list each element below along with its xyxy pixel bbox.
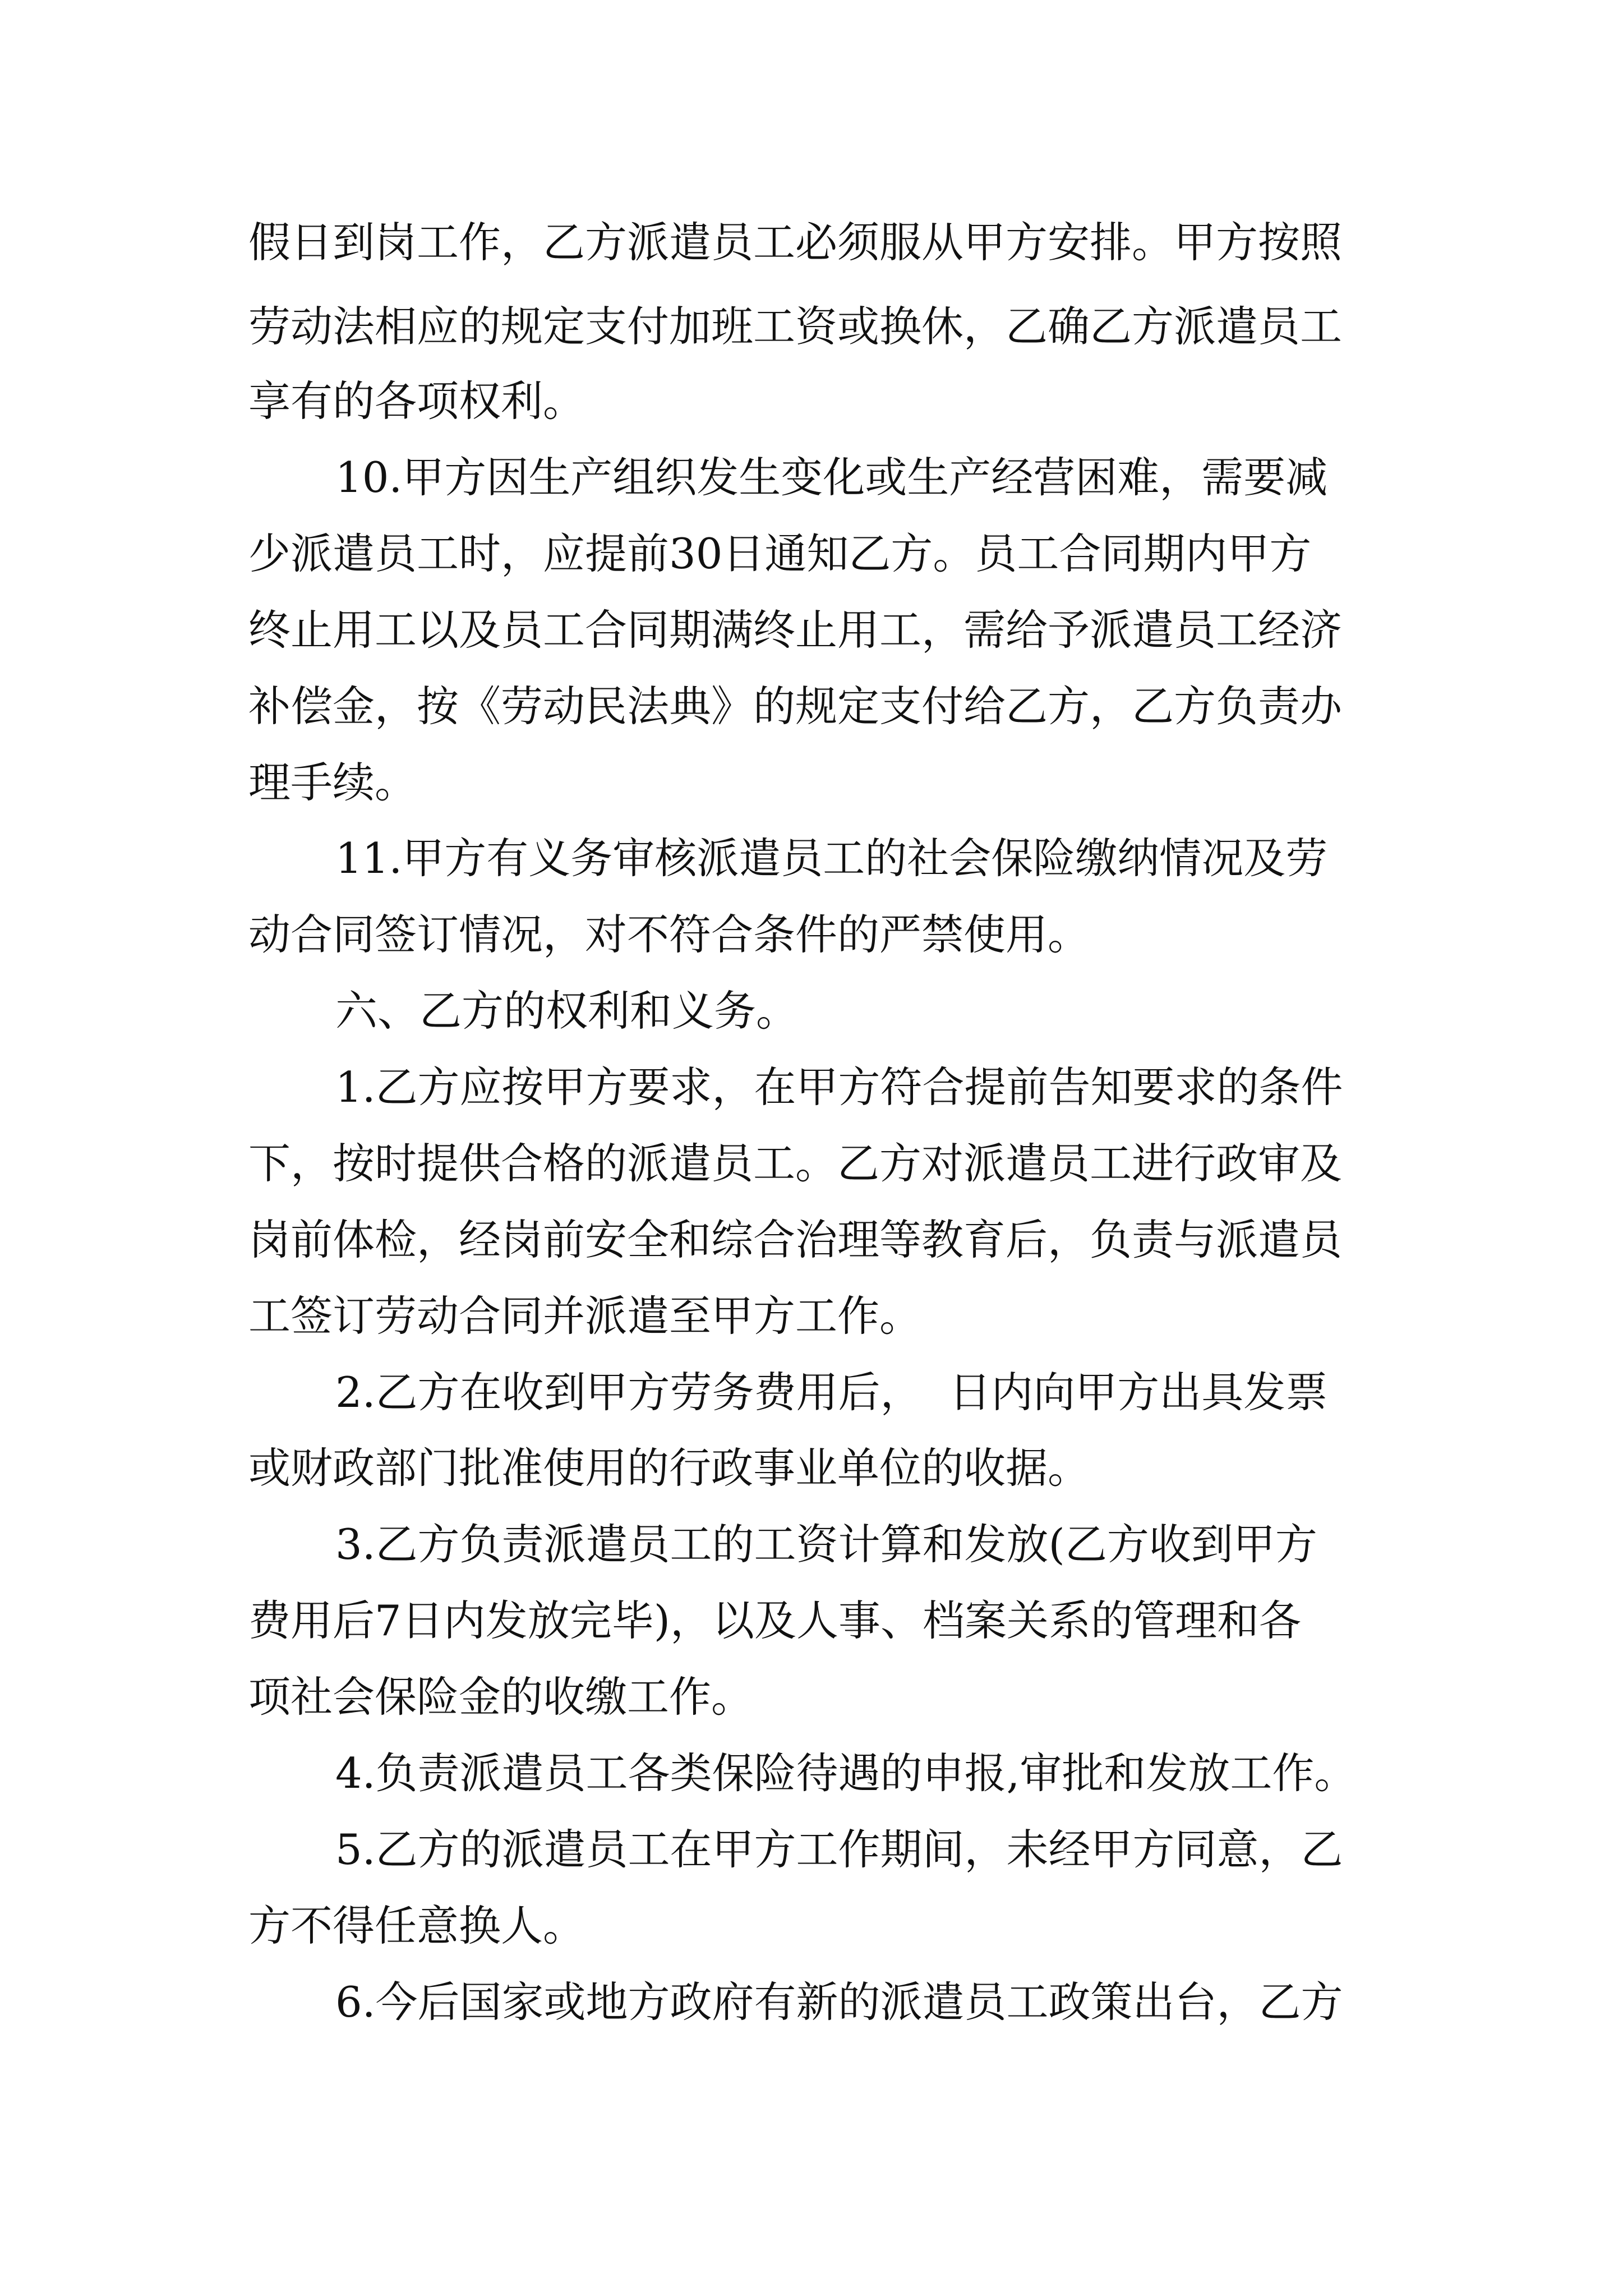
line-text-3: 享有的各项权利。 [248,376,585,426]
text-line-5 [0,526,1623,582]
text-line-11 [0,983,1623,1039]
line-text-9: 11.甲方有义务审核派遣员工的社会保险缴纳情况及劳 [335,834,1328,883]
text-line-19 [0,1593,1623,1649]
text-line-24 [0,1974,1623,2030]
line-text-1: 假日到岗工作，乙方派遣员工必须服从甲方安排。甲方按照 [248,218,1343,267]
text-line-9 [0,830,1623,886]
line-text-13: 下，按时提供合格的派遣员工。乙方对派遣员工进行政审及 [248,1139,1343,1188]
text-line-21 [0,1745,1623,1801]
text-line-1 [0,214,1623,270]
line-text-16: 2.乙方在收到甲方劳务费用后， 日内向甲方出具发票 [335,1368,1328,1417]
text-line-14 [0,1212,1623,1268]
text-line-15 [0,1288,1623,1344]
line-text-20: 项社会保险金的收缴工作。 [248,1672,754,1722]
text-line-20 [0,1669,1623,1725]
line-text-8: 理手续。 [248,758,417,807]
text-line-2 [0,298,1623,355]
text-line-6 [0,602,1623,658]
line-text-6: 终止用工以及员工合同期满终止用工，需给予派遣员工经济 [248,605,1343,655]
line-text-5: 少派遣员工时，应提前30日通知乙方。员工合同期内甲方 [248,529,1312,578]
line-text-4: 10.甲方因生产组织发生变化或生产经营困难，需要减 [335,453,1328,502]
line-text-19: 费用后7日内发放完毕)，以及人事、档案关系的管理和各 [248,1596,1301,1645]
text-line-17 [0,1440,1623,1496]
line-text-15: 工签订劳动合同并派遣至甲方工作。 [248,1291,922,1341]
text-line-12 [0,1059,1623,1115]
line-text-2: 劳动法相应的规定支付加班工资或换休，乙确乙方派遣员工 [248,302,1343,351]
line-text-24: 6.今后国家或地方政府有新的派遣员工政策出台，乙方 [335,1977,1343,2027]
text-line-10 [0,907,1623,963]
line-text-10: 动合同签订情况，对不符合条件的严禁使用。 [248,910,1090,959]
line-text-11: 六、乙方的权利和义务。 [335,986,799,1036]
line-text-23: 方不得任意换人。 [248,1901,585,1950]
text-line-18 [0,1516,1623,1572]
text-line-16 [0,1364,1623,1420]
text-line-22 [0,1821,1623,1878]
line-text-18: 3.乙方负责派遣员工的工资计算和发放(乙方收到甲方 [335,1520,1317,1569]
line-text-17: 或财政部门批准使用的行政事业单位的收据。 [248,1443,1090,1493]
line-text-14: 岗前体检，经岗前安全和综合治理等教育后，负责与派遣员 [248,1215,1343,1264]
text-line-3 [0,373,1623,429]
text-line-8 [0,754,1623,811]
text-line-4 [0,449,1623,505]
text-line-7 [0,678,1623,734]
line-text-12: 1.乙方应按甲方要求，在甲方符合提前告知要求的条件 [335,1062,1343,1112]
line-text-7: 补偿金，按《劳动民法典》的规定支付给乙方，乙方负责办 [248,682,1343,731]
line-text-22: 5.乙方的派遣员工在甲方工作期间，未经甲方同意，乙 [335,1825,1343,1874]
line-text-21: 4.负责派遣员工各类保险待遇的申报,审批和发放工作。 [335,1749,1357,1798]
text-line-23 [0,1898,1623,1954]
text-line-13 [0,1135,1623,1191]
